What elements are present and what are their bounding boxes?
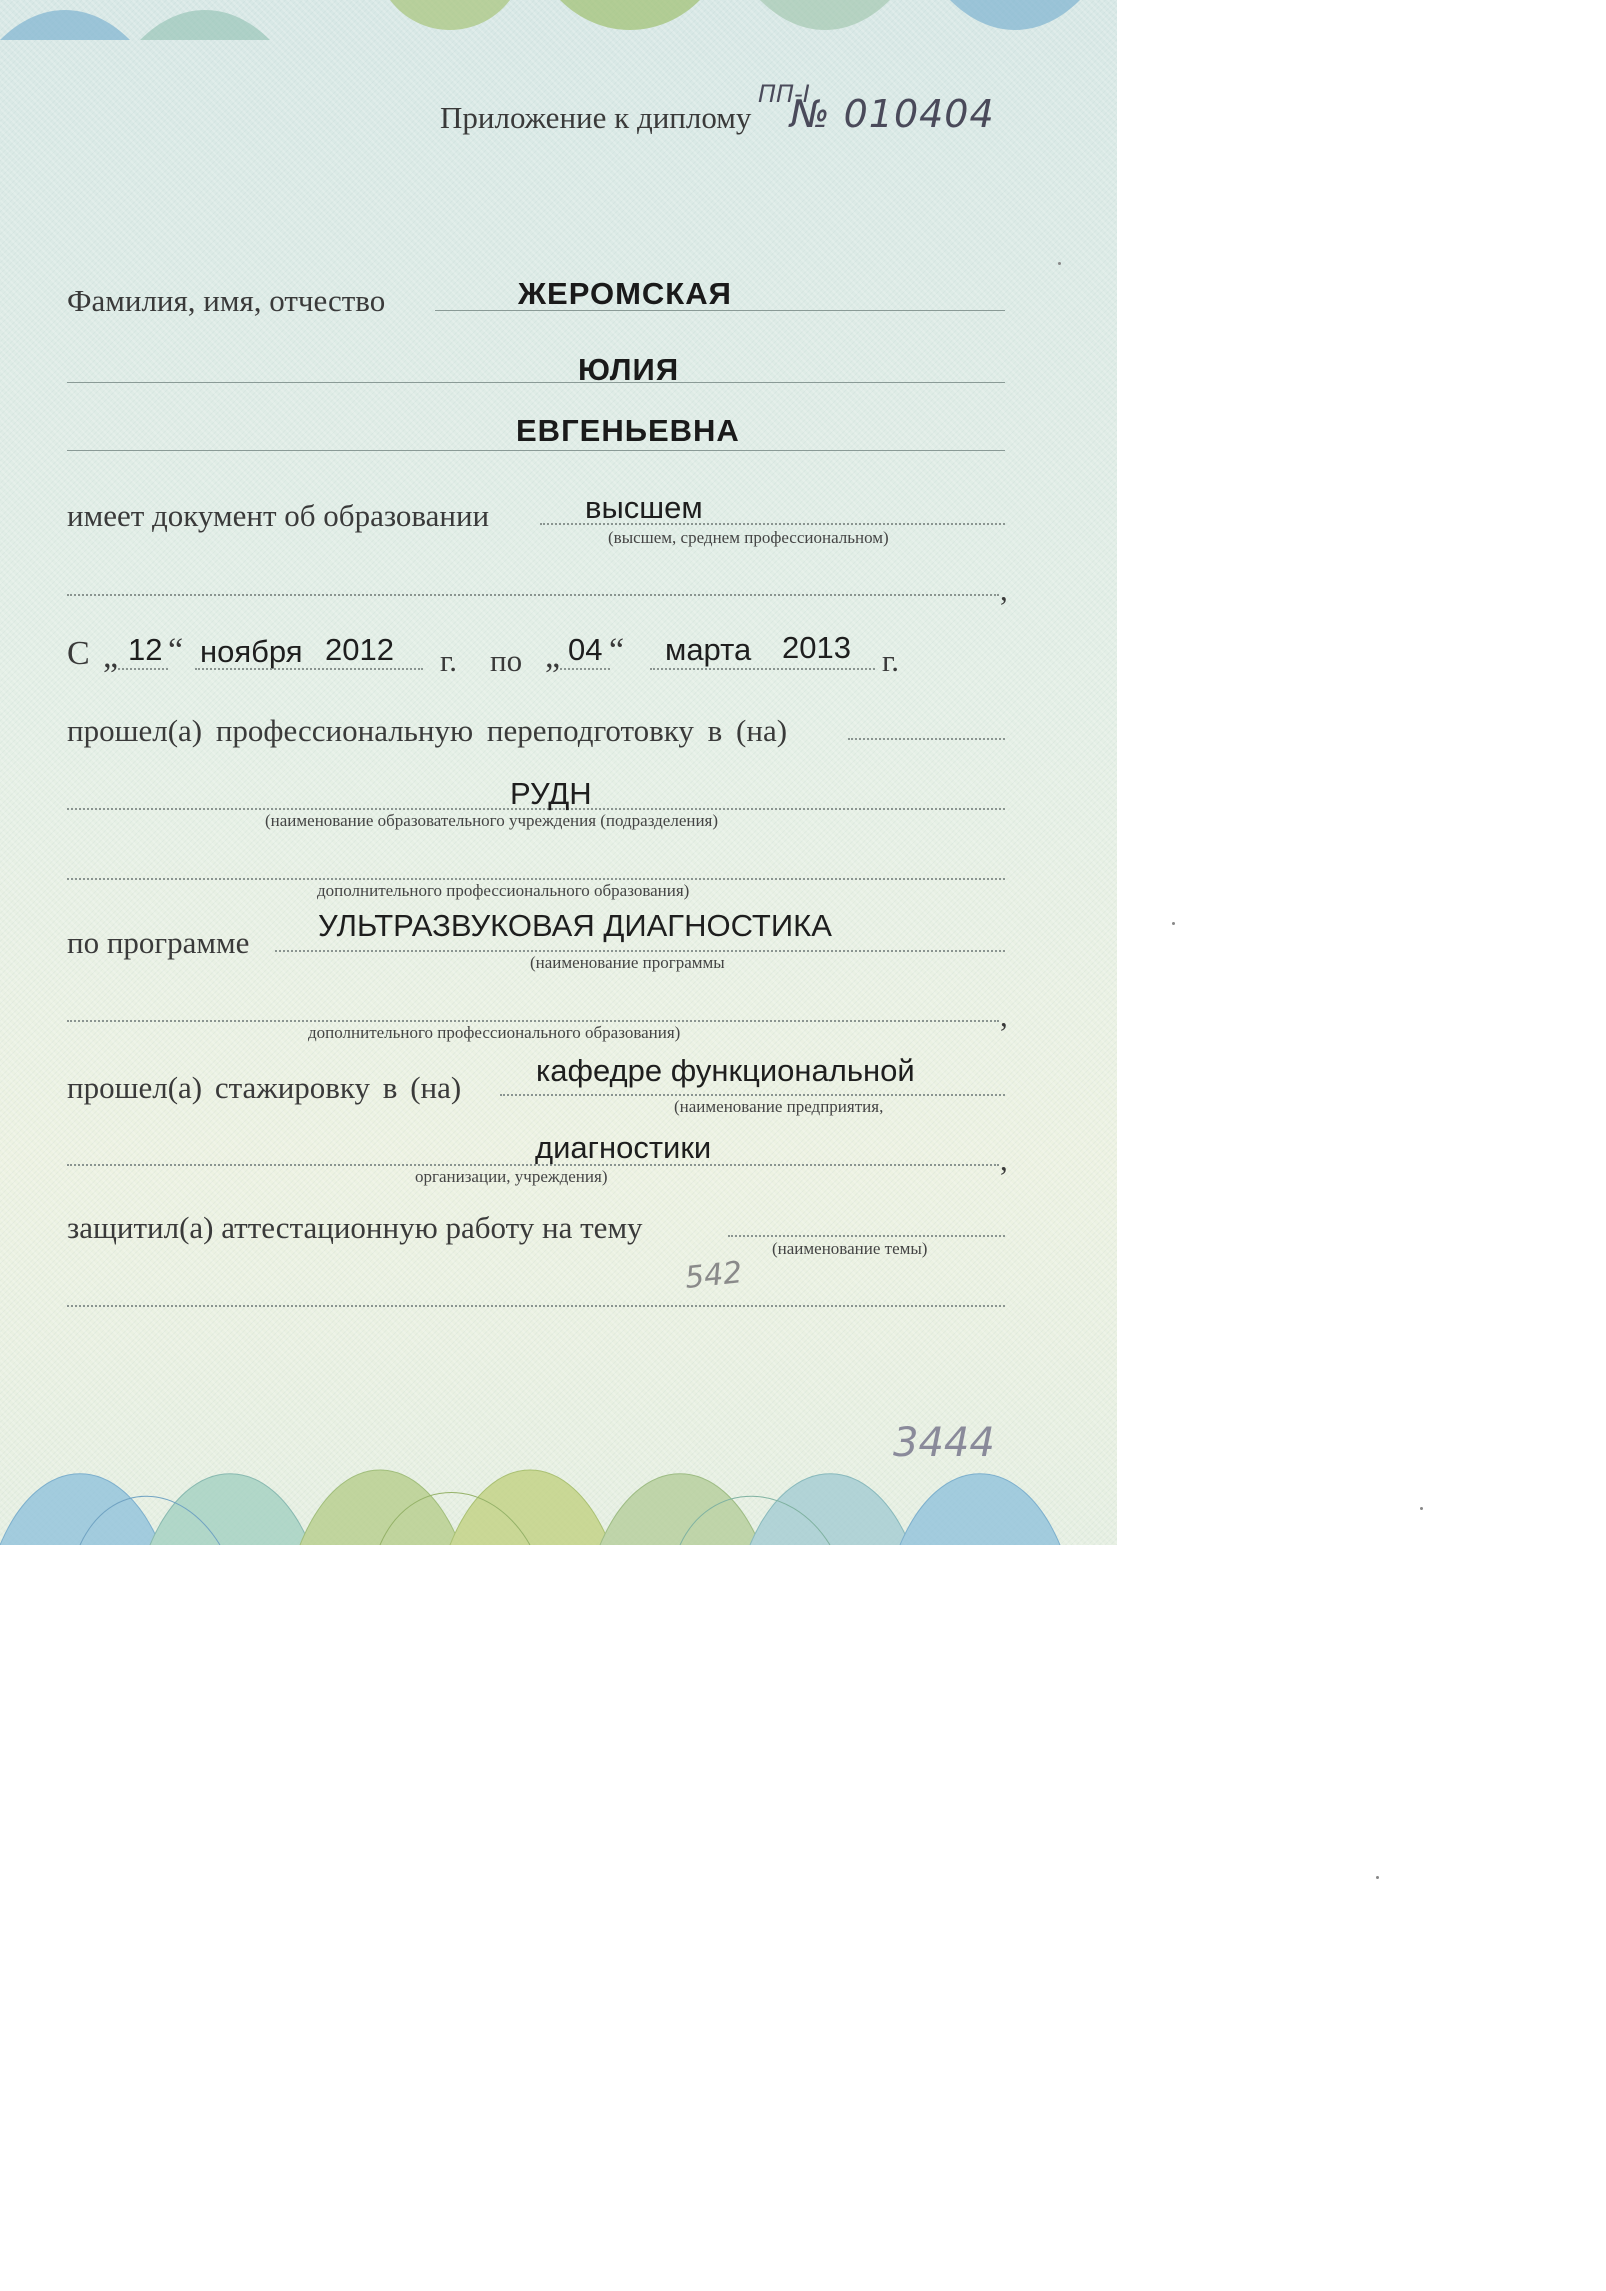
- program-label: по программе: [67, 925, 250, 960]
- patronymic-value: ЕВГЕНЬЕВНА: [516, 413, 740, 448]
- education-caption: (высшем, среднем профессиональном): [608, 528, 889, 547]
- education-value: высшем: [585, 490, 703, 525]
- pencil-mark: 542: [683, 1255, 744, 1296]
- bottom-pencil-mark: 3444: [893, 1420, 995, 1466]
- retraining-dots: [848, 738, 1005, 740]
- end-day-close-quote: “: [609, 632, 625, 669]
- thesis-label: защитил(а) аттестационную работу на тему: [67, 1210, 643, 1245]
- end-day: 04: [568, 632, 603, 667]
- start-day-dots: [118, 668, 168, 670]
- scan-speck: [1172, 922, 1175, 925]
- period-prefix: С: [67, 635, 90, 672]
- internship-dots-2: [67, 1164, 999, 1166]
- education-label: имеет документ об образовании: [67, 498, 490, 533]
- patronymic-line: [67, 450, 1005, 451]
- diploma-number: № 010404: [790, 92, 995, 136]
- first-name-value: ЮЛИЯ: [578, 352, 680, 387]
- full-name-label: Фамилия, имя, отчество: [67, 283, 386, 318]
- scan-speck: [1420, 1507, 1423, 1510]
- start-day-close-quote: “: [168, 632, 184, 669]
- thesis-dots: [728, 1235, 1005, 1237]
- comma-1: ,: [1000, 572, 1008, 607]
- start-year: 2012: [325, 632, 394, 667]
- program-dots-2: [67, 1020, 999, 1022]
- retraining-label: прошел(а) профессиональную переподготовку в (на): [67, 713, 788, 748]
- institution-value: РУДН: [510, 776, 592, 811]
- end-day-dots: [560, 668, 610, 670]
- education-line-2: [67, 594, 999, 596]
- program-caption: (наименование программы: [530, 953, 725, 972]
- diploma-supplement-sheet: [0, 0, 1117, 1545]
- start-day-open-quote: „: [103, 638, 119, 675]
- end-year: 2013: [782, 630, 851, 665]
- scan-speck: [1058, 262, 1061, 265]
- internship-dots: [500, 1094, 1005, 1096]
- institution-caption-2: дополнительного профессионального образования): [317, 881, 690, 900]
- surname-value: ЖЕРОМСКАЯ: [518, 276, 732, 311]
- end-year-suffix: г.: [882, 643, 899, 678]
- program-value: УЛЬТРАЗВУКОВАЯ ДИАГНОСТИКА: [318, 908, 832, 943]
- top-guilloche-ornament: [0, 0, 1117, 40]
- internship-caption-2: организации, учреждения): [415, 1167, 608, 1186]
- end-date-dots: [650, 668, 875, 670]
- start-year-suffix: г.: [440, 643, 457, 678]
- end-month: марта: [665, 632, 752, 667]
- first-name-line: [67, 382, 1005, 383]
- internship-value-1: кафедре функциональной: [536, 1053, 915, 1088]
- end-day-open-quote: „: [545, 638, 561, 675]
- start-date-dots: [195, 668, 423, 670]
- thesis-caption: (наименование темы): [772, 1239, 928, 1258]
- internship-label: прошел(а) стажировку в (на): [67, 1070, 462, 1105]
- institution-dots-2: [67, 878, 1005, 880]
- internship-value-2: диагностики: [535, 1130, 712, 1165]
- scan-speck: [1376, 1876, 1379, 1879]
- program-caption-2: дополнительного профессионального образования): [308, 1023, 681, 1042]
- supplement-title: Приложение к диплому: [440, 100, 752, 135]
- thesis-dots-2: [67, 1305, 1005, 1307]
- institution-caption: (наименование образовательного учреждения (подразделения): [265, 811, 719, 830]
- comma-3: ,: [1000, 1142, 1008, 1177]
- program-dots: [275, 950, 1005, 952]
- start-day: 12: [128, 632, 163, 667]
- comma-2: ,: [1000, 998, 1008, 1033]
- handwritten-series: ПП-I: [758, 80, 810, 108]
- bottom-guilloche-ornament: [0, 1430, 1117, 1545]
- period-to: по: [490, 643, 523, 678]
- internship-caption-1: (наименование предприятия,: [674, 1097, 884, 1116]
- start-month: ноября: [200, 634, 303, 669]
